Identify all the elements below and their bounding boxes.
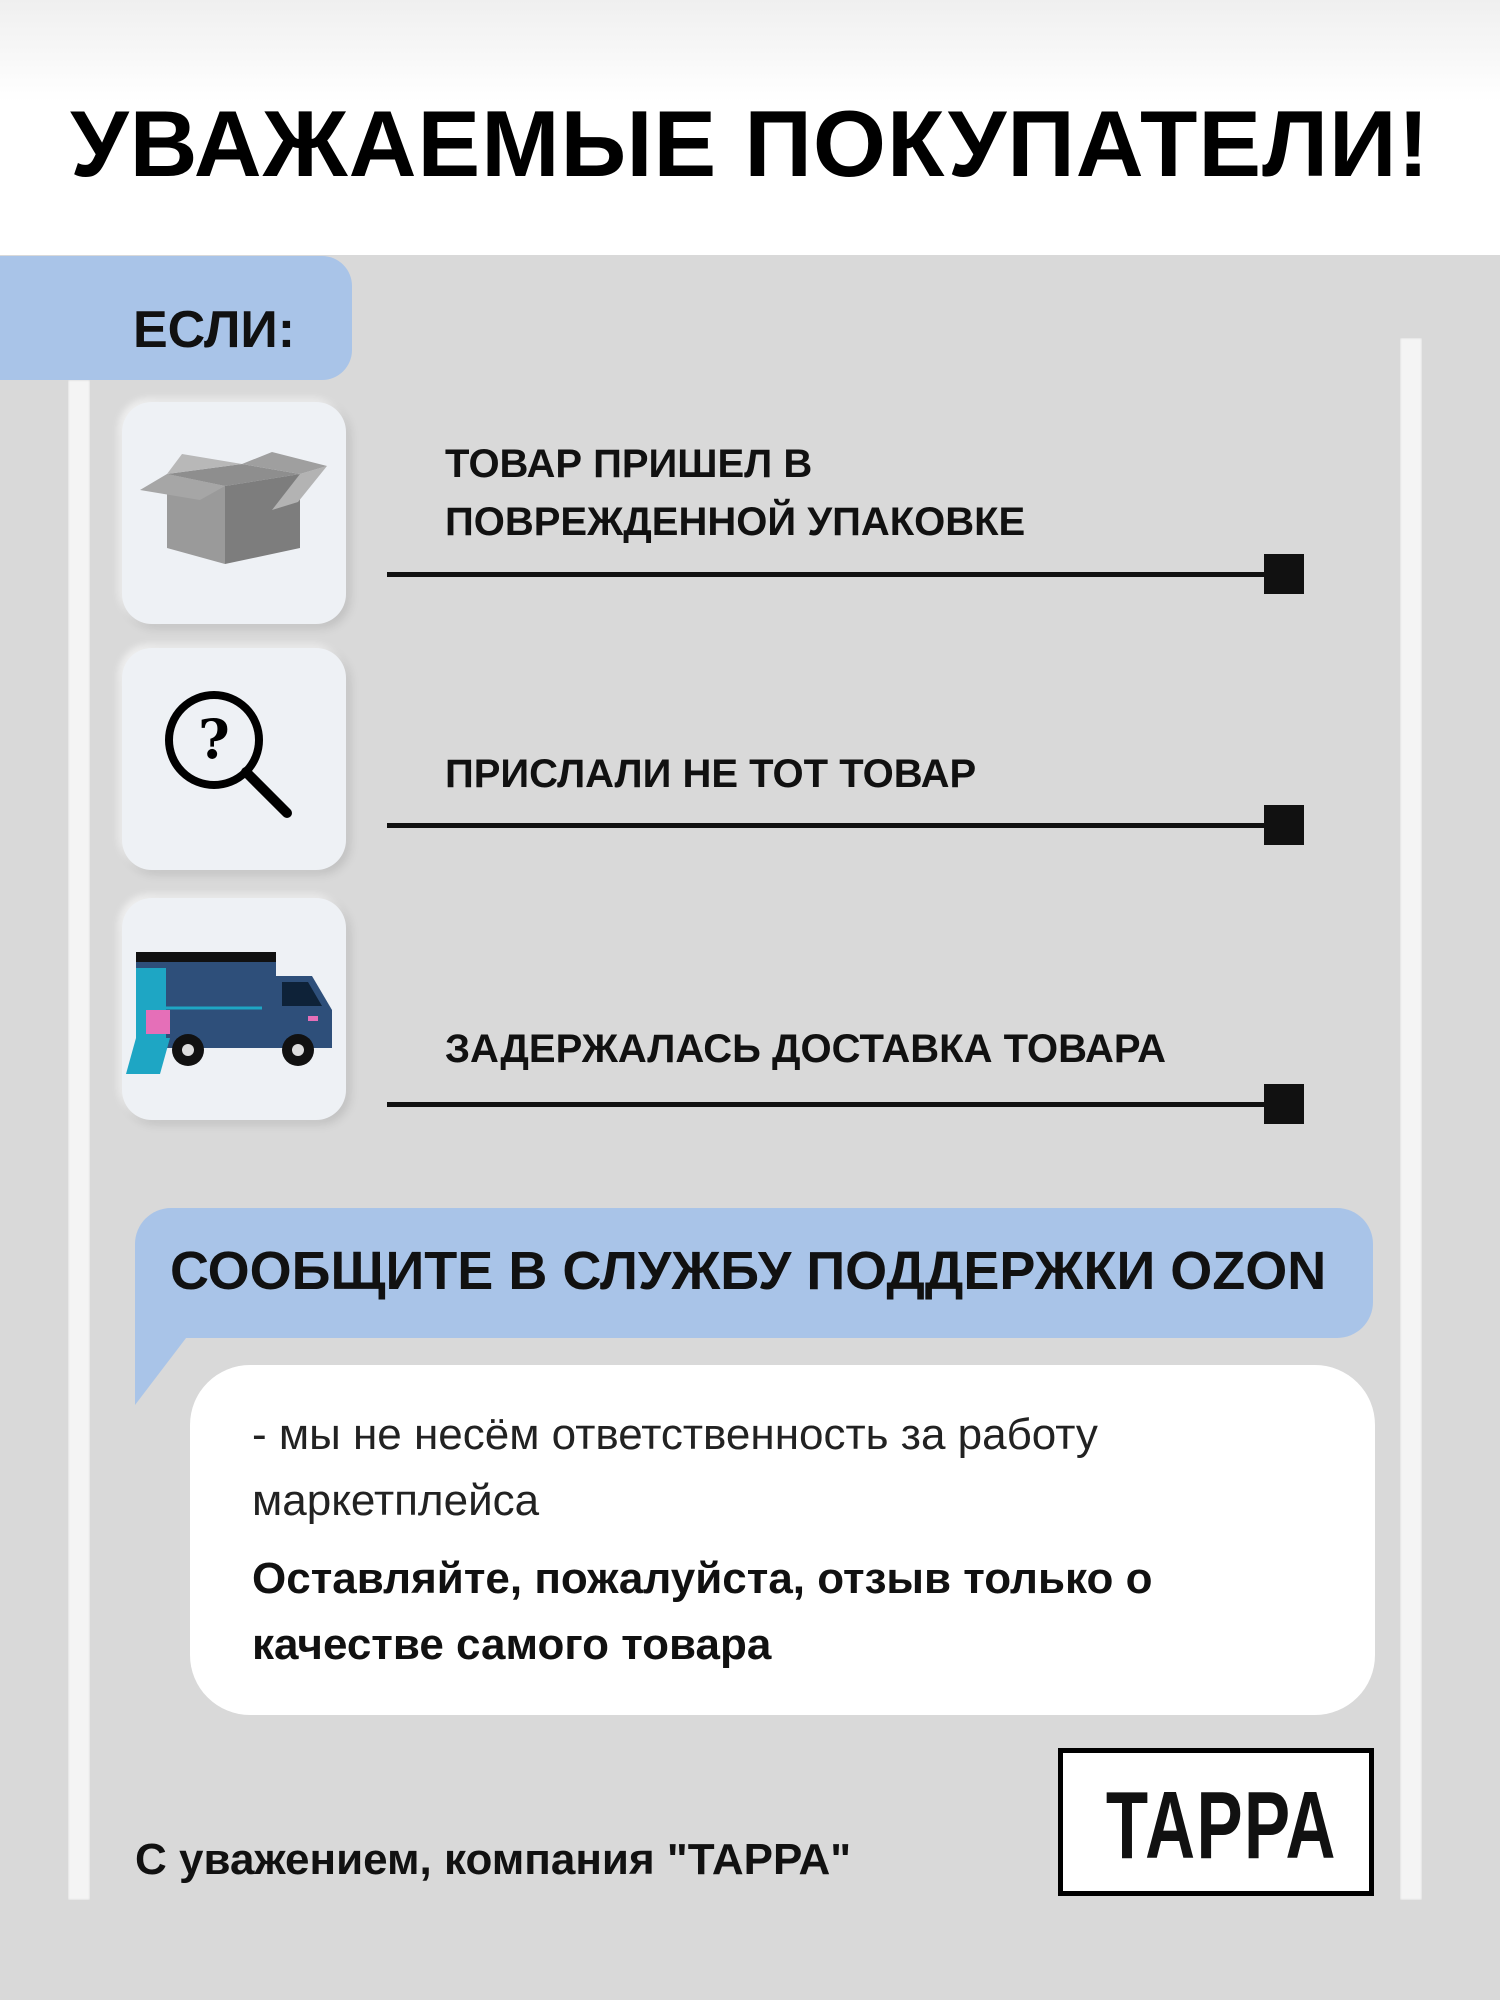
reason-delivery-delayed: ЗАДЕРЖАЛАСЬ ДОСТАВКА ТОВАРА — [445, 1027, 1166, 1071]
signature: С уважением, компания "ТАРРА" — [135, 1835, 852, 1884]
reason-card-wrong-item — [122, 648, 346, 870]
right-rail — [1400, 338, 1422, 1900]
reason-card-damaged — [122, 402, 346, 624]
company-logo — [1058, 1748, 1374, 1896]
svg-text:?: ? — [198, 707, 230, 771]
support-title: СООБЩИТЕ В СЛУЖБУ ПОДДЕРЖКИ OZON — [170, 1241, 1327, 1301]
logo-text: ТАРРА — [1105, 1772, 1337, 1879]
if-label: ЕСЛИ: — [133, 301, 296, 359]
divider-line — [387, 1102, 1269, 1107]
divider-line — [387, 823, 1269, 828]
disclaimer-text: - мы не несём ответственность за работу маркетплейса — [252, 1410, 1098, 1525]
magnifier-question-icon — [122, 648, 346, 870]
page-title: УВАЖАЕМЫЕ ПОКУПАТЕЛИ! — [70, 91, 1430, 196]
reason-damaged-package: ТОВАР ПРИШЕЛ В ПОВРЕЖДЕННОЙ УПАКОВКЕ — [445, 442, 1026, 544]
delivery-truck-icon — [122, 898, 346, 1120]
reason-card-delayed — [122, 898, 346, 1120]
divider-line — [387, 572, 1269, 577]
left-rail — [68, 380, 90, 1900]
reason-wrong-item: ПРИСЛАЛИ НЕ ТОТ ТОВАР — [445, 752, 977, 796]
review-request-text: Оставляйте, пожалуйста, отзыв только о качестве самого товара — [252, 1554, 1153, 1669]
open-box-icon — [122, 402, 346, 624]
